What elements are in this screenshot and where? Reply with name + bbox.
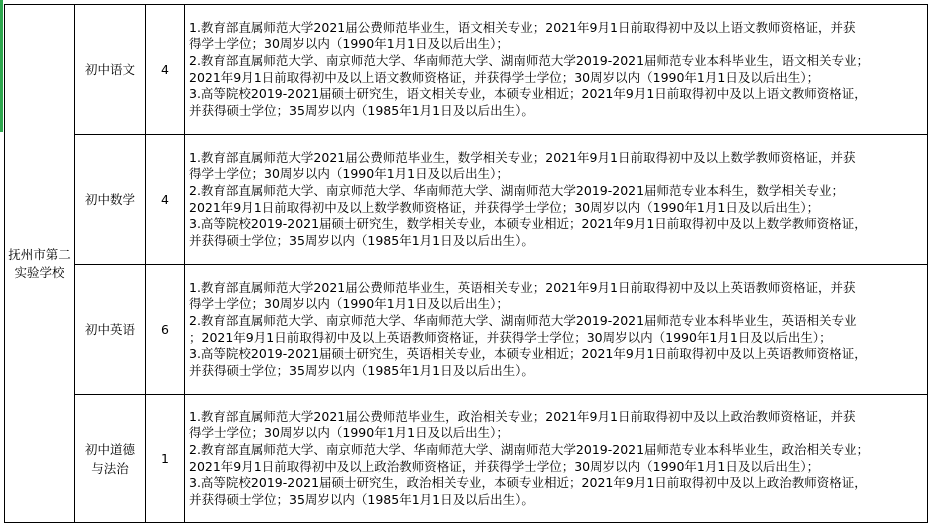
position-count: 4 <box>161 62 169 77</box>
position-count: 6 <box>161 322 169 337</box>
position-count: 1 <box>161 451 169 466</box>
requirement-line: 得学士学位；30周岁以内（1990年1月1日及以后出生）； <box>189 166 509 182</box>
requirement-line: 得学士学位；30周岁以内（1990年1月1日及以后出生）； <box>189 425 509 441</box>
requirement-line: 1.教育部直属师范大学2021届公费师范毕业生，政治相关专业；2021年9月1日前取得初中及以上政治教师资格证，并获 <box>189 408 856 424</box>
school-cell[interactable] <box>5 5 75 523</box>
school-name: 抚州市第二 实验学校 <box>8 246 71 280</box>
requirement-line: ；2021年9月1日前取得初中及以上英语教师资格证，并获得学士学位；30周岁以内（1990年1月1日及以后出生）； <box>189 329 832 345</box>
count-cell[interactable] <box>146 395 185 523</box>
subject-name: 初中数学 <box>84 192 135 207</box>
requirement-line: 2.教育部直属师范大学、南京师范大学、华南师范大学、湖南师范大学2019-2021届师范专业本科毕业生，英语相关专业 <box>189 312 857 328</box>
requirement-line: 2021年9月1日前取得初中及以上政治教师资格证，并获得学士学位；30周岁以内（1990年1月1日及以后出生）； <box>189 458 820 474</box>
table-row <box>5 5 928 135</box>
requirement-line: 3.高等院校2019-2021届硕士研究生，数学相关专业，本硕专业相近；2021年9月1日前取得初中及以上数学教师资格证， <box>189 216 867 232</box>
requirements-cell[interactable] <box>185 395 928 523</box>
requirement-line: 3.高等院校2019-2021届硕士研究生，政治相关专业，本硕专业相近；2021年9月1日前取得初中及以上政治教师资格证， <box>189 475 867 491</box>
requirement-line: 1.教育部直属师范大学2021届公费师范毕业生，数学相关专业；2021年9月1日前取得初中及以上数学教师资格证，并获 <box>189 149 856 165</box>
requirement-line: 2.教育部直属师范大学、南京师范大学、华南师范大学、湖南师范大学2019-2021届师范专业本科生，数学相关专业； <box>189 182 845 198</box>
subject-name: 初中英语 <box>84 322 135 337</box>
requirement-line: 2021年9月1日前取得初中及以上数学教师资格证，并获得学士学位；30周岁以内（1990年1月1日及以后出生）； <box>189 199 820 215</box>
requirement-line: 1.教育部直属师范大学2021届公费师范毕业生，语文相关专业；2021年9月1日前取得初中及以上语文教师资格证，并获 <box>189 19 856 35</box>
requirement-line: 2.教育部直属师范大学、南京师范大学、华南师范大学、湖南师范大学2019-2021届师范专业本科毕业生，语文相关专业； <box>189 52 870 68</box>
requirement-line: 并获得硕士学位；35周岁以内（1985年1月1日及以后出生）。 <box>189 102 534 118</box>
recruitment-table <box>4 4 928 523</box>
count-cell[interactable] <box>146 265 185 395</box>
requirements-cell[interactable] <box>185 265 928 395</box>
count-cell[interactable] <box>146 5 185 135</box>
requirements-cell[interactable] <box>185 5 928 135</box>
requirement-line: 1.教育部直属师范大学2021届公费师范毕业生，英语相关专业；2021年9月1日前取得初中及以上英语教师资格证，并获 <box>189 279 856 295</box>
requirement-line: 3.高等院校2019-2021届硕士研究生，英语相关专业，本硕专业相近；2021年9月1日前取得初中及以上英语教师资格证， <box>189 346 867 362</box>
subject-cell[interactable] <box>75 5 146 135</box>
requirements-cell[interactable] <box>185 135 928 265</box>
requirement-line: 并获得硕士学位；35周岁以内（1985年1月1日及以后出生）。 <box>189 232 534 248</box>
requirement-line: 得学士学位；30周岁以内（1990年1月1日及以后出生）； <box>189 296 509 312</box>
requirement-line: 并获得硕士学位；35周岁以内（1985年1月1日及以后出生）。 <box>189 362 534 378</box>
requirement-line: 2.教育部直属师范大学、南京师范大学、华南师范大学、湖南师范大学2019-2021届师范专业本科毕业生，政治相关专业； <box>189 441 870 457</box>
subject-name: 初中语文 <box>84 62 135 77</box>
requirement-line: 3.高等院校2019-2021届硕士研究生，语文相关专业，本硕专业相近；2021年9月1日前取得初中及以上语文教师资格证， <box>189 86 867 102</box>
subject-name: 初中道德 与法治 <box>84 441 135 476</box>
table-row <box>5 265 928 395</box>
subject-cell[interactable] <box>75 395 146 523</box>
position-count: 4 <box>161 192 169 207</box>
requirement-line: 并获得硕士学位；35周岁以内（1985年1月1日及以后出生）。 <box>189 491 534 507</box>
table-row <box>5 395 928 523</box>
table-row <box>5 135 928 265</box>
subject-cell[interactable] <box>75 135 146 265</box>
requirement-line: 得学士学位；30周岁以内（1990年1月1日及以后出生）； <box>189 36 509 52</box>
requirement-line: 2021年9月1日前取得初中及以上语文教师资格证，并获得学士学位；30周岁以内（1990年1月1日及以后出生）； <box>189 69 820 85</box>
count-cell[interactable] <box>146 135 185 265</box>
subject-cell[interactable] <box>75 265 146 395</box>
selection-accent-bar <box>0 0 3 132</box>
